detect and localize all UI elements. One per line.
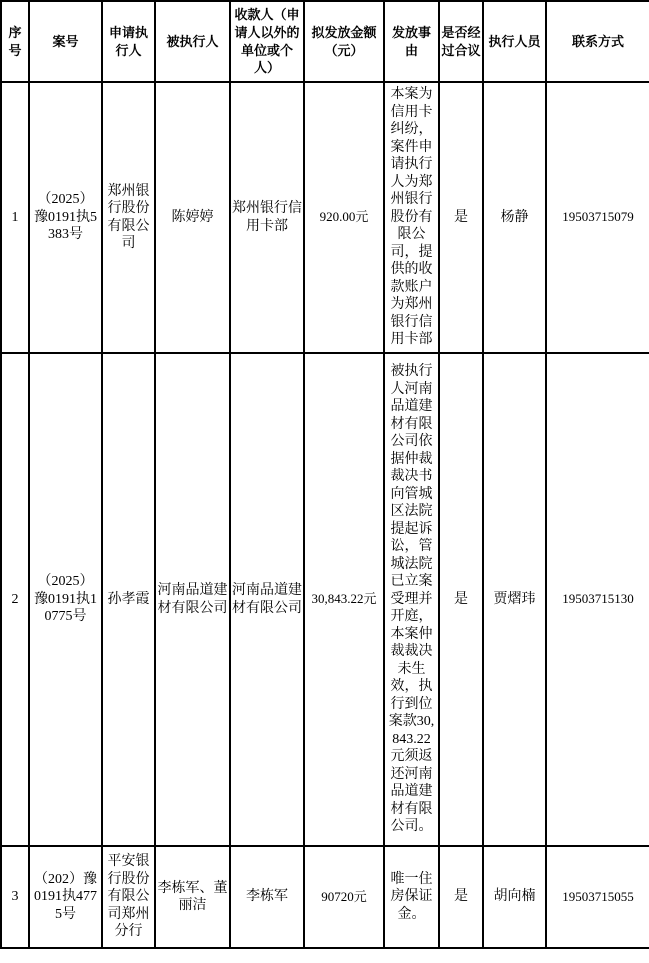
table-row	[1, 353, 649, 846]
reason-cell: 被执行人河南品道建材有限公司依据仲裁裁决书向管城区法院提起诉讼，管城法院已立案受理并开庭，本案仲裁裁决未生效，执行到位案款30,843.22元须返还河南品道建材有限公司。	[384, 353, 439, 846]
header-case-number: 案号	[29, 1, 102, 82]
reason-cell: 本案为信用卡纠纷，案件申请执行人为郑州银行股份有限公司，提供的收款账户为郑州银行信用卡部	[384, 82, 439, 353]
respondent-cell: 陈婷婷	[155, 82, 230, 353]
table-row	[1, 846, 649, 948]
applicant-cell: 平安银行股份有限公司郑州分行	[102, 846, 155, 948]
case-number-cell: （2025）豫0191执5383号	[29, 82, 102, 353]
respondent-cell: 李栋军、董丽洁	[155, 846, 230, 948]
serial-cell: 2	[1, 353, 29, 846]
executor-cell: 杨静	[483, 82, 546, 353]
deliberation-cell: 是	[439, 82, 483, 353]
header-contact: 联系方式	[546, 1, 649, 82]
payee-cell: 李栋军	[230, 846, 304, 948]
case-number-cell: （2025）豫0191执10775号	[29, 353, 102, 846]
serial-cell: 1	[1, 82, 29, 353]
amount-cell: 30,843.22元	[304, 353, 384, 846]
serial-cell: 3	[1, 846, 29, 948]
amount-cell: 920.00元	[304, 82, 384, 353]
reason-cell: 唯一住房保证金。	[384, 846, 439, 948]
executor-cell: 胡向楠	[483, 846, 546, 948]
contact-cell: 19503715079	[546, 82, 649, 353]
executor-cell: 贾熠玮	[483, 353, 546, 846]
header-applicant: 申请执行人	[102, 1, 155, 82]
payee-cell: 河南品道建材有限公司	[230, 353, 304, 846]
header-deliberation: 是否经过合议	[439, 1, 483, 82]
header-serial-number: 序号	[1, 1, 29, 82]
header-amount: 拟发放金额（元）	[304, 1, 384, 82]
header-payee: 收款人（申请人以外的单位或个人）	[230, 1, 304, 82]
deliberation-cell: 是	[439, 846, 483, 948]
header-row	[1, 1, 649, 82]
header-reason: 发放事由	[384, 1, 439, 82]
respondent-cell: 河南品道建材有限公司	[155, 353, 230, 846]
contact-cell: 19503715055	[546, 846, 649, 948]
payee-cell: 郑州银行信用卡部	[230, 82, 304, 353]
amount-cell: 90720元	[304, 846, 384, 948]
deliberation-cell: 是	[439, 353, 483, 846]
applicant-cell: 郑州银行股份有限公司	[102, 82, 155, 353]
header-executor: 执行人员	[483, 1, 546, 82]
case-number-cell: （202）豫0191执4775号	[29, 846, 102, 948]
table-row	[1, 82, 649, 353]
header-respondent: 被执行人	[155, 1, 230, 82]
applicant-cell: 孙孝霞	[102, 353, 155, 846]
contact-cell: 19503715130	[546, 353, 649, 846]
